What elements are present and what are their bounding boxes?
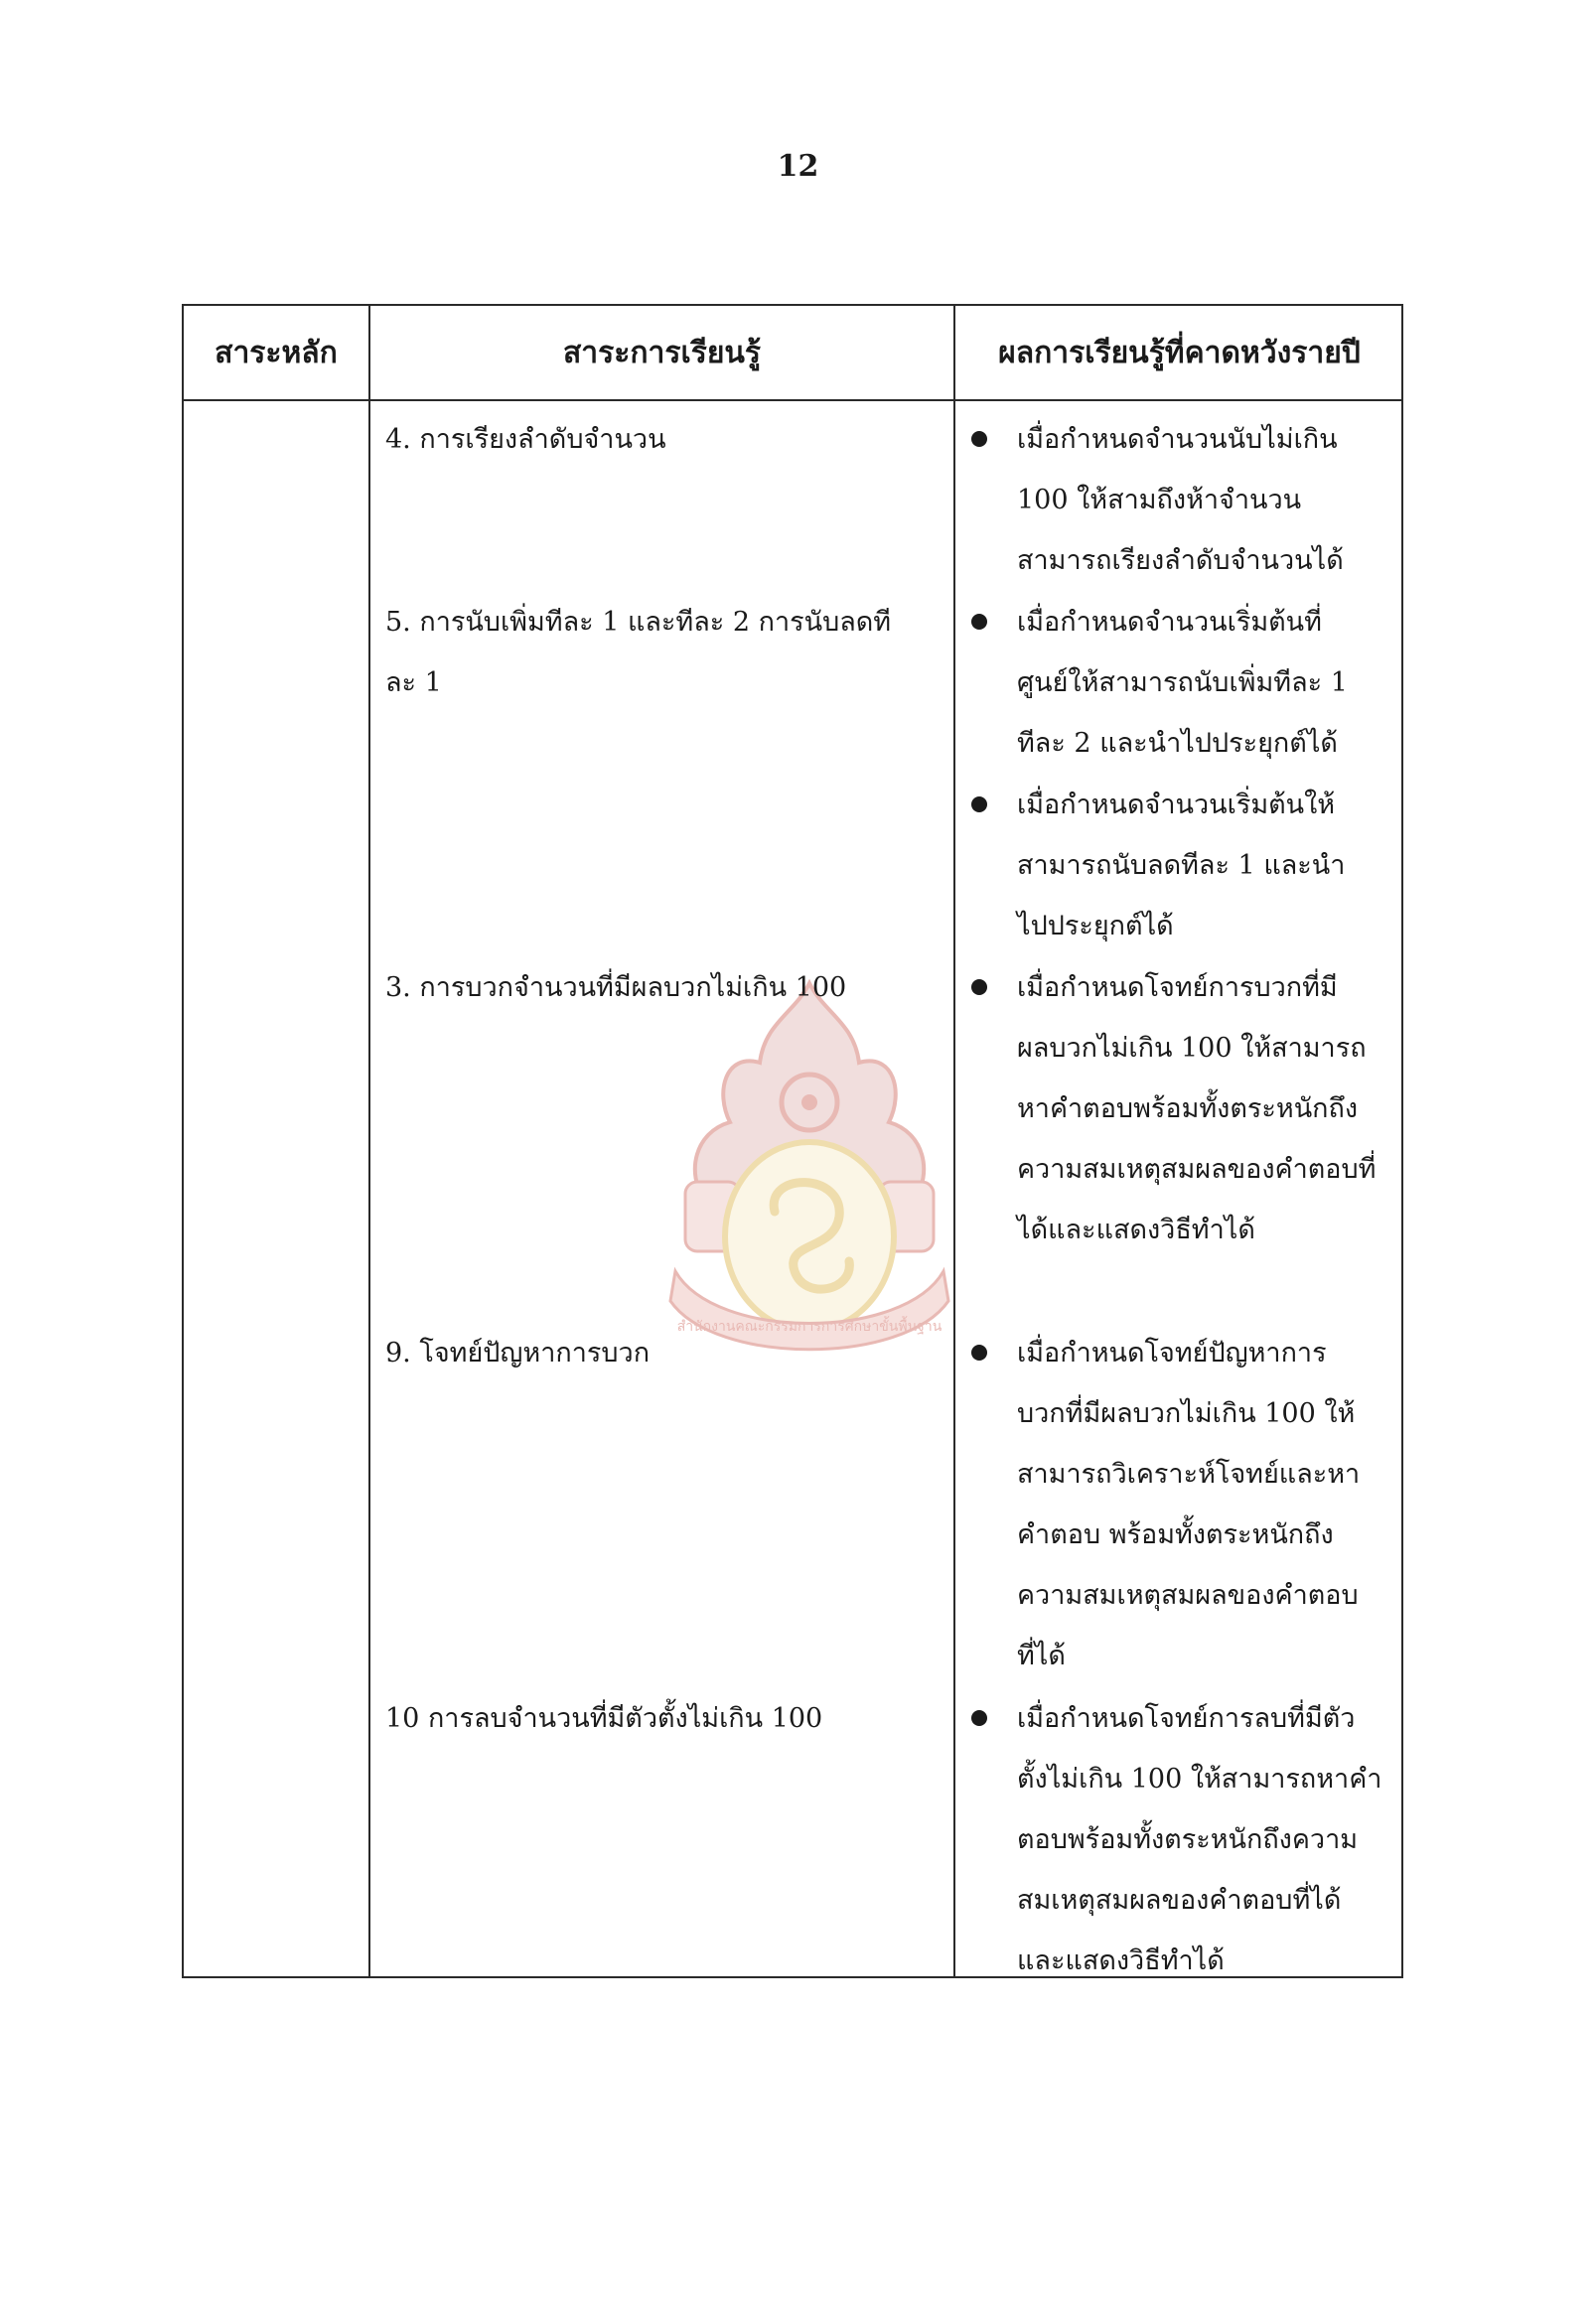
bullet-dot-icon — [971, 614, 987, 630]
learning-content-item: 10 การลบจำนวนที่มีตัวตั้งไม่เกิน 100 — [385, 1703, 823, 1734]
page-number: 12 — [777, 149, 819, 184]
svg-text:สำนักงานคณะกรรมการการศึกษาขั้น: สำนักงานคณะกรรมการการศึกษาขั้นพื้นฐาน — [676, 1319, 943, 1335]
header-expected-outcomes: ผลการเรียนรู้ที่คาดหวังรายปี — [998, 335, 1361, 370]
column-divider — [368, 306, 370, 1976]
bullet-dot-icon — [971, 1710, 987, 1726]
header-divider — [184, 399, 1401, 401]
curriculum-table: สาระหลัก สาระการเรียนรู้ ผลการเรียนรู้ที่คาดหวังรายปี 4. การเรียงลำดับจำนวน 5. การนับเพิ่มทีละ 1 และทีละ 2 การนับลดที ละ 1 3. การบวกจำนวนที่มีผลบวกไม่เกิน 100 9. โจทย์ปัญหาการบวก 10 การลบจำนวนที่มีตัวตั้งไม่เกิน 100 เมื่อกำหนดจำนวนนับไม่เกิน 100 ให้สามถึงห้าจำนวน สามารถเรียงลำดับจำนวนได้ เมื่อกำหนดจำนวนเริ่มต้นที่ ศูนย์ให้สามารถนับเพิ่มทีละ 1 ทีละ 2 และนำไปประยุกต์ได้ เมื่อกำหนดจำนวนเริ่มต้นให้ สามารถนับลดทีละ 1 และนำ ไปประยุกต์ได้ เมื่อกำหนดโจทย์การบวกที่มี ผลบวกไม่เกิน 100 ให้สามารถ หาคำตอบพร้อมทั้งตระหนักถึง ความสมเหตุสมผลของคำตอบที่ ได้และแสดงวิธีทำได้ เมื่อกำหนดโจทย์ปัญหาการ บวกที่มีผลบวกไม่เกิน 100 ให้ สามารถวิเคราะห์โจทย์และหา คำตอบ พร้อมทั้งตระหนักถึง ความสมเหตุสมผลของคำตอบ ที่ได้ เมื่อกำหนดโจทย์การลบที่มีตัว ตั้งไม่เกิน 100 ให้สามารถหาคำ ตอบพร้อมทั้งตระหนักถึงความ สมเหตุสมผลของคำตอบที่ได้ และแสดงวิธีทำได้ — [182, 304, 1403, 1978]
learning-content-item: 5. การนับเพิ่มทีละ 1 และทีละ 2 การนับลดที ละ 1 — [385, 607, 892, 698]
learning-content-item: 4. การเรียงลำดับจำนวน — [385, 424, 666, 455]
bullet-dot-icon — [971, 979, 987, 995]
learning-content-item: 9. โจทย์ปัญหาการบวก — [385, 1338, 651, 1368]
header-learning-content: สาระการเรียนรู้ — [562, 335, 762, 370]
column-divider — [953, 306, 955, 1976]
bullet-dot-icon — [971, 1345, 987, 1361]
header-main-content: สาระหลัก — [215, 335, 338, 370]
learning-content-item: 3. การบวกจำนวนที่มีผลบวกไม่เกิน 100 — [385, 972, 847, 1003]
bullet-dot-icon — [971, 431, 987, 447]
bullet-dot-icon — [971, 796, 987, 812]
